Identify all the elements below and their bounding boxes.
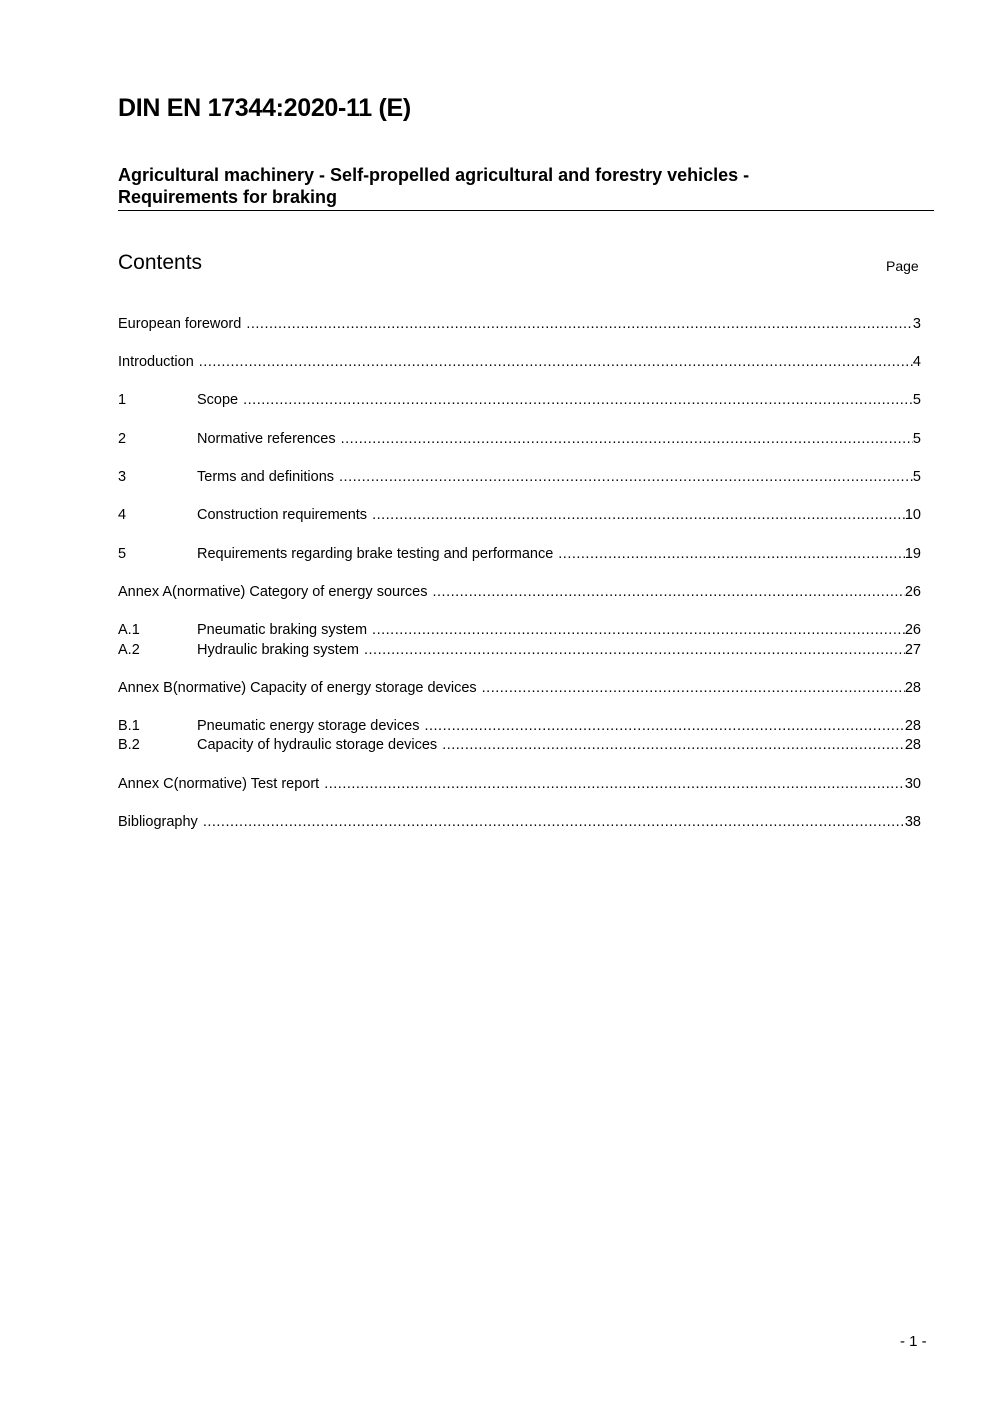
toc-entry-title: Pneumatic braking system [197,622,368,638]
toc-entry-b2[interactable] [118,737,921,757]
document-id: DIN EN 17344:2020-11 (E) [118,94,411,122]
toc-entry-title: Pneumatic energy storage devices [197,718,420,734]
toc-entry-page: 28 [904,737,921,753]
toc-entry-annex-a[interactable] [118,584,921,604]
toc-entry-number: 3 [118,469,127,485]
toc-entry-page: 5 [912,431,921,447]
toc-entry-title: European foreword [118,316,242,332]
toc-entry-page: 28 [904,680,921,696]
toc-leader-dots [339,469,913,485]
toc-entry-b1[interactable] [118,718,921,738]
toc-entry-page: 4 [912,354,921,370]
toc-entry-annex-c[interactable] [118,776,921,796]
toc-entry-page: 10 [904,507,921,523]
toc-entry-title: Capacity of hydraulic storage devices [197,737,438,753]
title-divider [118,210,934,211]
toc-entry-page: 38 [904,814,921,830]
contents-heading: Contents [118,251,203,274]
page-number: - 1 - [900,1333,927,1350]
toc-leader-dots [424,718,904,734]
toc-leader-dots [341,431,913,447]
toc-leader-dots [442,737,905,753]
toc-entry-number: 2 [118,431,127,447]
toc-entry-page: 30 [904,776,921,792]
toc-entry-page: 27 [904,642,921,658]
toc-entry-number: A.1 [118,622,140,638]
toc-leader-dots [246,316,913,332]
toc-leader-dots [372,507,905,523]
toc-entry-terms-and-definitions[interactable] [118,469,921,489]
page-column-label: Page [886,258,919,274]
toc-entry-title: Requirements regarding brake testing and performance [197,546,554,562]
toc-entry-title: Terms and definitions [197,469,335,485]
toc-leader-dots [558,546,905,562]
toc-entry-page: 5 [912,469,921,485]
toc-entry-a1[interactable] [118,622,921,642]
toc-entry-page: 19 [904,546,921,562]
toc-entry-bibliography[interactable] [118,814,921,834]
toc-entry-number: B.2 [118,737,140,753]
toc-entry-title: Annex A(normative) Category of energy sources [118,584,428,600]
toc-entry-annex-b[interactable] [118,680,921,700]
toc-entry-title: Annex C(normative) Test report [118,776,320,792]
toc-entry-construction-requirements[interactable] [118,507,921,527]
toc-entry-number: A.2 [118,642,140,658]
toc-entry-title: Scope [197,392,239,408]
toc-leader-dots [432,584,904,600]
toc-entry-number: 1 [118,392,127,408]
toc-leader-dots [243,392,913,408]
document-title [118,164,933,208]
toc-entry-page: 26 [904,584,921,600]
toc-entry-brake-testing[interactable] [118,546,921,566]
toc-entry-european-foreword[interactable] [118,316,921,336]
toc-entry-title: Introduction [118,354,194,370]
toc-entry-page: 26 [904,622,921,638]
toc-entry-title: Hydraulic braking system [197,642,359,658]
toc-entry-title: Normative references [197,431,336,447]
document-title-line-2: Requirements for braking [118,187,338,207]
document-title-line-1: Agricultural machinery - Self-propelled agricultural and forestry vehicles - [118,165,750,185]
toc-entry-scope[interactable] [118,392,921,412]
toc-leader-dots [364,642,905,658]
toc-entry-page: 28 [904,718,921,734]
toc-leader-dots [372,622,905,638]
toc-entry-page: 3 [912,316,921,332]
toc-entry-number: B.1 [118,718,140,734]
toc-entry-number: 5 [118,546,127,562]
toc-entry-title: Construction requirements [197,507,368,523]
toc-entry-normative-references[interactable] [118,431,921,451]
toc-leader-dots [203,814,905,830]
toc-entry-a2[interactable] [118,642,921,662]
toc-leader-dots [199,354,913,370]
toc-leader-dots [324,776,905,792]
toc-entry-title: Annex B(normative) Capacity of energy storage devices [118,680,477,696]
toc-entry-page: 5 [912,392,921,408]
toc-entry-number: 4 [118,507,127,523]
toc-leader-dots [482,680,905,696]
toc-entry-introduction[interactable] [118,354,921,374]
toc-entry-title: Bibliography [118,814,198,830]
